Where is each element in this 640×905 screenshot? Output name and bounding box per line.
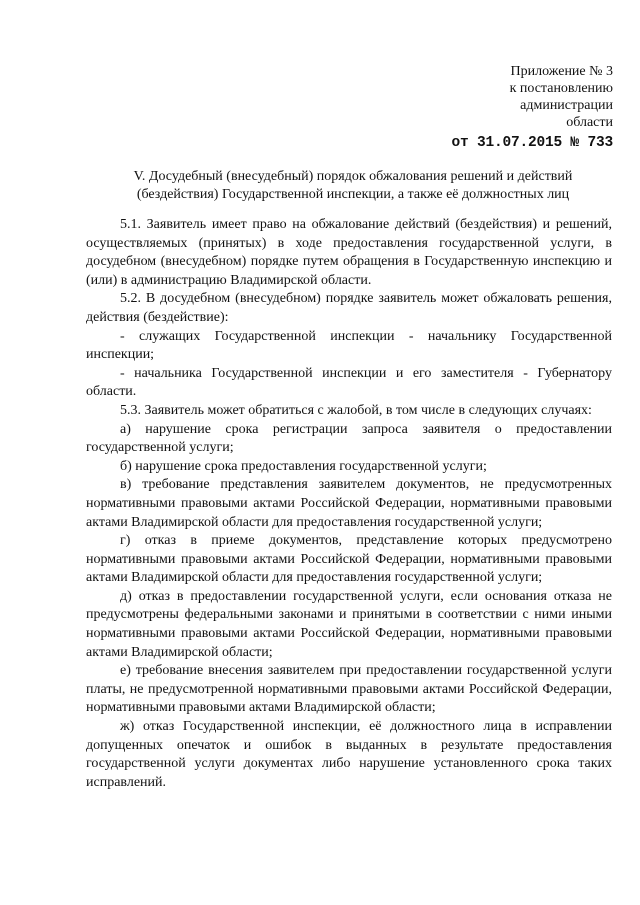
appendix-header [451,63,613,152]
section-heading-line-1: V. Досудебный (внесудебный) порядок обжалования решений и действий [133,169,573,184]
appendix-region: области [566,115,613,130]
case-item-a: а) нарушение срока регистрации запроса заявителя о предоставлении государственной услуги; [86,421,612,456]
case-item-g: г) отказ в приеме документов, представление которых предусмотрено нормативными правовыми актами Российской Федерации, нормативными правовыми актами Владимирской области для предоставления государственной услуги; [86,533,612,586]
case-item-b: б) нарушение срока предоставления государственной услуги; [120,458,487,474]
case-item-zh: ж) отказ Государственной инспекции, её должностного лица в исправлении допущенных опечаток и ошибок в выданных в результате предоставления государственной услуги документах либо нарушение установленного срока таких исправлений. [86,719,612,790]
appendix-administration: администрации [520,98,613,113]
appendix-resolution-ref: к постановлению [509,81,613,96]
paragraph-5-1: 5.1. Заявитель имеет право на обжалование действий (бездействия) и решений, осуществляемых (принятых) в ходе предоставления государственной услуги, в досудебном (внесудебном) порядке путем обращения в Государственную инспекцию и (или) в администрацию Владимирской области. [86,217,612,288]
section-heading-line-2: (бездействия) Государственной инспекции, а также её должностных лиц [136,187,570,202]
case-item-v: в) требование представления заявителем документов, не предусмотренных нормативными правовыми актами Российской Федерации, нормативными правовыми актами Владимирской области для предоставления государственной услуги; [86,477,612,530]
paragraph-5-2: 5.2. В досудебном (внесудебном) порядке заявитель может обжаловать решения, действия (бездействие): [86,291,612,325]
case-item-d: д) отказ в предоставлении государственной услуги, если основания отказа не предусмотрены федеральными законами и принятыми в соответствии с ними иными нормативными правовыми актами Российской Федерации, нормативными правовыми актами Владимирской области; [86,588,612,660]
paragraph-5-3: 5.3. Заявитель может обратиться с жалобой, в том числе в следующих случаях: [120,402,592,418]
appendix-number: Приложение № 3 [510,64,613,79]
case-item-e: е) требование внесения заявителем при предоставлении государственной услуги платы, не предусмотренной нормативными правовыми актами Российской Федерации, нормативными правовыми актами Владимирской области; [86,663,612,716]
section-heading [86,168,620,204]
list-item-head: - начальника Государственной инспекции и его заместителя - Губернатору области. [86,365,612,400]
document-body [86,216,612,792]
list-item-employees: - служащих Государственной инспекции - начальнику Государственной инспекции; [86,328,612,363]
appendix-date-stamp: от 31.07.2015 № 733 [451,135,613,151]
